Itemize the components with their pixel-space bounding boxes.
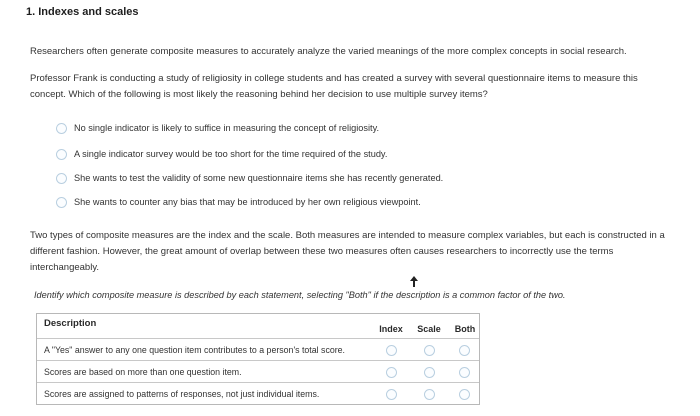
section-title: 1. Indexes and scales [26, 6, 139, 18]
option-4[interactable] [56, 193, 421, 211]
row-3-index-radio[interactable] [386, 389, 397, 400]
row-2-description: Scores are based on more than one question item. [44, 367, 242, 377]
row-2-index-radio[interactable] [386, 367, 397, 378]
mouse-cursor-icon [409, 276, 419, 288]
table-row [37, 383, 479, 405]
row-1-both-radio[interactable] [459, 345, 470, 356]
row-3-both-radio[interactable] [459, 389, 470, 400]
intro-text: Researchers often generate composite measures to accurately analyze the varied meanings of the more complex concepts in social research. [30, 46, 627, 57]
row-1-description: A "Yes" answer to any one question item contributes to a person's total score. [44, 345, 346, 355]
option-3-label: She wants to test the validity of some new questionnaire items she has recently generated. [74, 173, 444, 183]
option-1-label: No single indicator is likely to suffice in measuring the concept of religiosity. [74, 123, 380, 133]
row-3-scale-radio[interactable] [424, 389, 435, 400]
classification-table [36, 313, 480, 405]
row-3-description: Scores are assigned to patterns of responses, not just individual items. [44, 389, 320, 399]
table-row [37, 361, 479, 383]
row-2-both-radio[interactable] [459, 367, 470, 378]
row-1-scale-radio[interactable] [424, 345, 435, 356]
option-1-radio[interactable] [56, 123, 67, 134]
description-header: Description [44, 318, 97, 329]
option-1[interactable] [56, 119, 379, 137]
option-2[interactable] [56, 145, 387, 163]
row-1-index-radio[interactable] [386, 345, 397, 356]
instruction-text: Identify which composite measure is described by each statement, selecting "Both" if the description is a common factor of the two. [34, 290, 566, 300]
scale-header: Scale [417, 324, 441, 334]
option-3[interactable] [56, 169, 443, 187]
option-4-label: She wants to counter any bias that may be introduced by her own religious viewpoint. [74, 197, 421, 207]
table-row [37, 339, 479, 361]
index-header: Index [379, 324, 403, 334]
option-3-radio[interactable] [56, 173, 67, 184]
row-2-scale-radio[interactable] [424, 367, 435, 378]
option-4-radio[interactable] [56, 197, 67, 208]
both-header: Both [454, 324, 476, 334]
option-2-radio[interactable] [56, 149, 67, 160]
option-2-label: A single indicator survey would be too short for the time required of the study. [74, 149, 388, 159]
composite-measures-paragraph: Two types of composite measures are the index and the scale. Both measures are intended to measure complex variables, but each is constructed in a different fashion. However, the great amount of overlap between these two measures often causes researchers to incorrectly use the terms interchangeably. [30, 230, 665, 273]
table-header [37, 314, 479, 339]
question-text: Professor Frank is conducting a study of religiosity in college students and has created a survey with several questionnaire items to measure this concept. Which of the following is most likely the reasoning behind her decision to use multiple survey items? [30, 73, 638, 100]
